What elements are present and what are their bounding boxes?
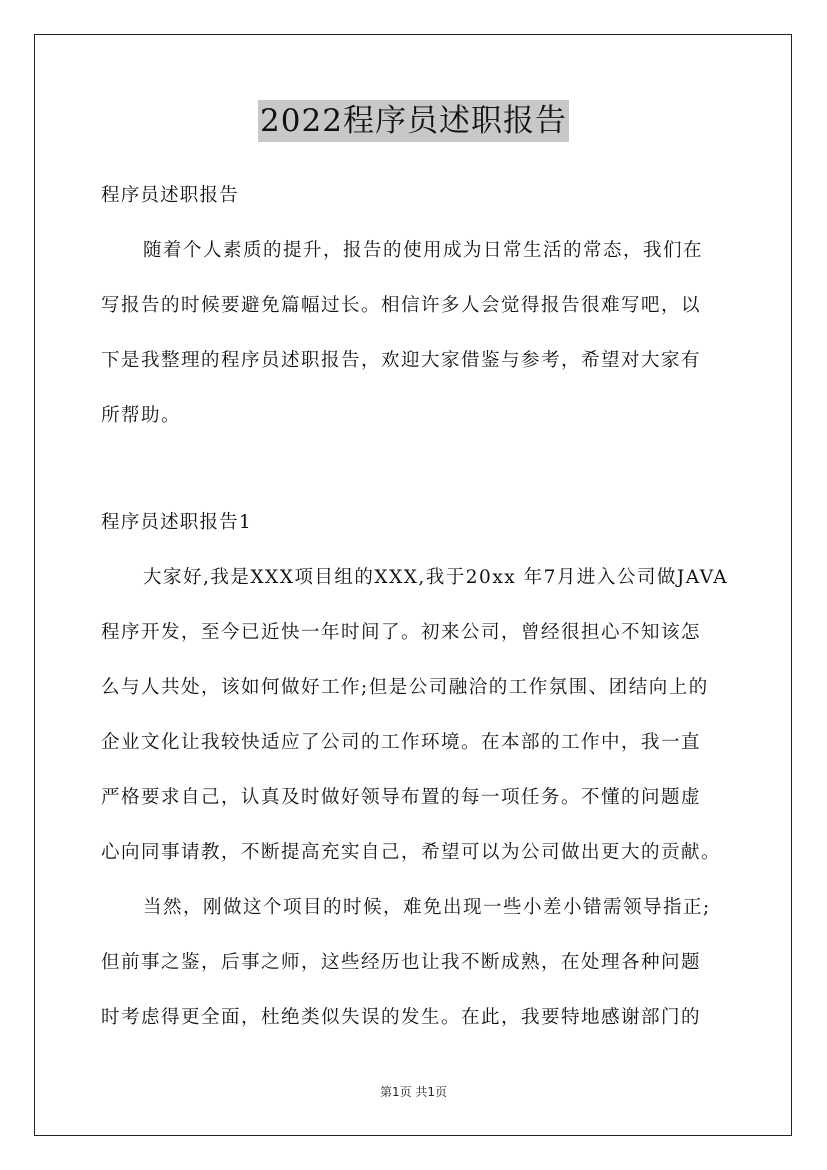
paragraph-line: 大家好,我是XXX项目组的XXX,我于20xx 年7月进入公司做JAVA <box>143 567 729 588</box>
document-subtitle: 程序员述职报告 <box>101 185 239 206</box>
intro-line: 所帮助。 <box>101 405 182 426</box>
paragraph-line: 么与人共处，该如何做好工作;但是公司融洽的工作氛围、团结向上的 <box>101 677 709 698</box>
document-title: 2022程序员述职报告 <box>258 100 569 142</box>
paragraph-line: 时考虑得更全面，杜绝类似失误的发生。在此，我要特地感谢部门的 <box>101 1007 702 1028</box>
section-heading: 程序员述职报告1 <box>101 512 252 533</box>
paragraph-line: 但前事之鉴，后事之师，这些经历也让我不断成熟，在处理各种问题 <box>101 952 702 973</box>
paragraph-line: 心向同事请教，不断提高充实自己，希望可以为公司做出更大的贡献。 <box>101 842 722 863</box>
paragraph-line: 严格要求自己，认真及时做好领导布置的每一项任务。不懂的问题虚 <box>101 787 702 808</box>
paragraph-line: 程序开发，至今已近快一年时间了。初来公司，曾经很担心不知该怎 <box>101 622 702 643</box>
page-footer: 第1页 共1页 <box>379 1085 448 1099</box>
title-container <box>0 100 827 142</box>
intro-line: 下是我整理的程序员述职报告，欢迎大家借鉴与参考，希望对大家有 <box>101 350 702 371</box>
paragraph-line: 当然，刚做这个项目的时候，难免出现一些小差小错需领导指正; <box>143 897 711 918</box>
intro-line: 随着个人素质的提升，报告的使用成为日常生活的常态，我们在 <box>143 240 704 261</box>
paragraph-line: 企业文化让我较快适应了公司的工作环境。在本部的工作中，我一直 <box>101 732 702 753</box>
intro-line: 写报告的时候要避免篇幅过长。相信许多人会觉得报告很难写吧，以 <box>101 295 702 316</box>
